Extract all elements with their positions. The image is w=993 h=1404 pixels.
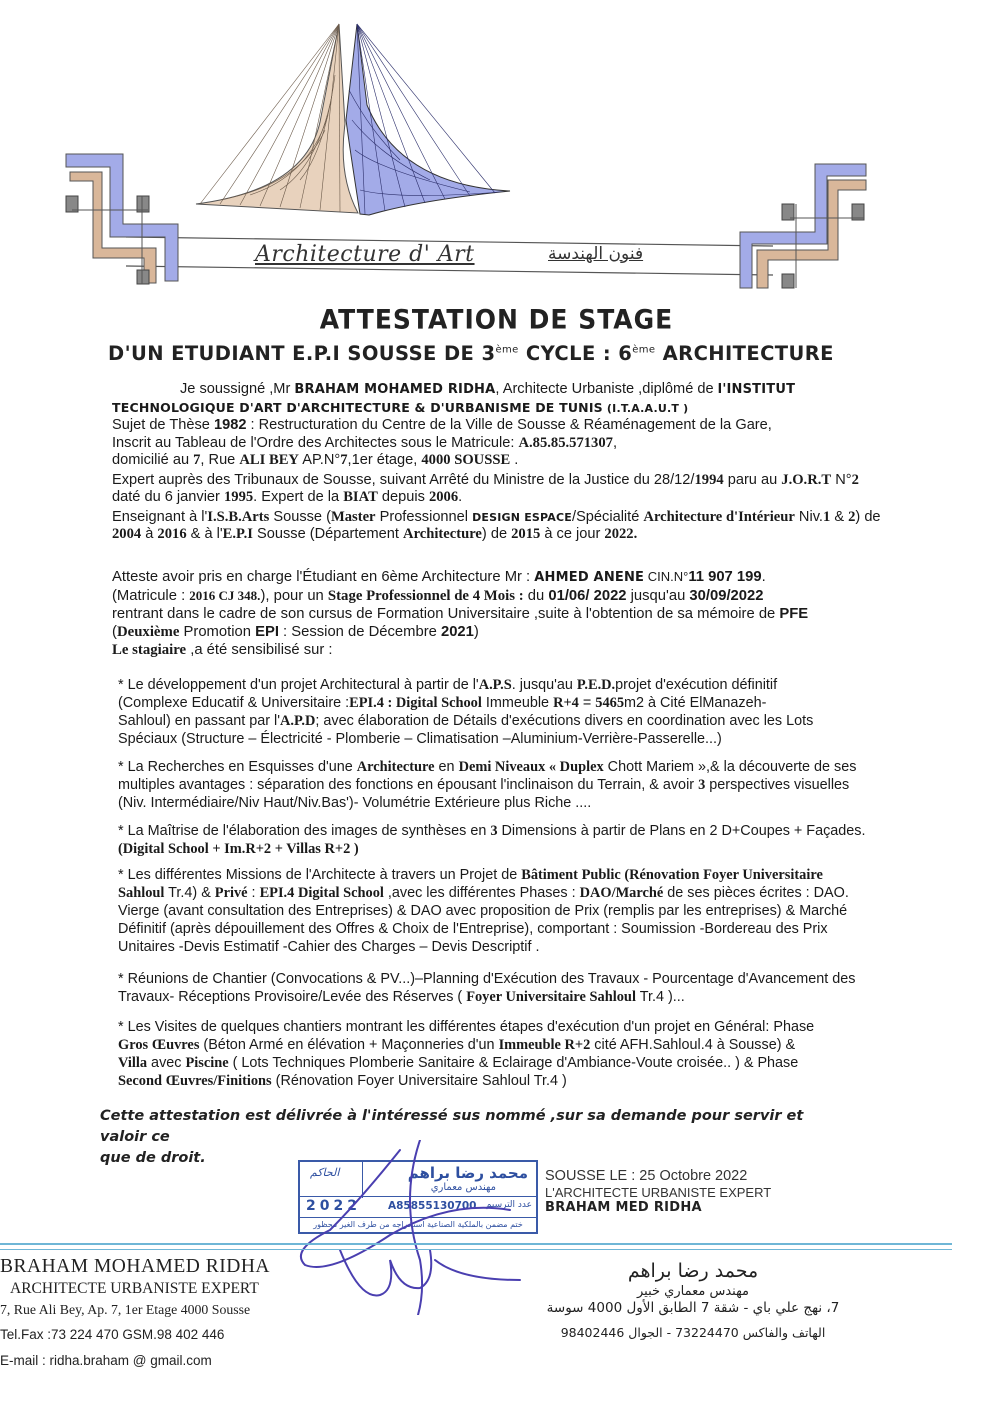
official-stamp: الحاكم محمد رضا براهم مهندس معماري 2022 A85855130700 عدد الترسيم ختم مضمن بالملكية الصناعية استخراجه من طرف الغير محظور <box>298 1160 538 1234</box>
email-text: E-mail : ridha.braham @ gmail.com <box>0 1353 212 1368</box>
student-line-3: rentrant dans le cadre de son cursus de Formation Universitaire ,suite à l'obtention de sa mémoire de PFE <box>112 606 809 622</box>
letterhead-footer-french: BRAHAM MOHAMED RIDHA ARCHITECTE URBANISTE EXPERT 7, Rue Ali Bey, Ap. 7, 1er Etage 4000 Sousse Tel.Fax :73 224 470 GSM.98 402 446 E-mail : ridha.braham @ gmail.com <box>0 1256 271 1368</box>
signature-date: SOUSSE LE : 25 Octobre 2022 <box>545 1168 748 1184</box>
intro-line-4: Inscrit au Tableau de l'Ordre des Architectes sous le Matricule: A.85.85.571307, <box>112 434 618 451</box>
intro-line-9: 2004 à 2016 & à l'E.P.I Sousse (Département Architecture) de 2015 à ce jour 2022. <box>112 526 638 542</box>
meander-left-icon <box>66 154 178 284</box>
signature-name: BRAHAM MED RIDHA <box>545 1200 702 1215</box>
spire-left-icon <box>196 24 358 213</box>
student-line-4: (Deuxième Promotion EPI : Session de Décembre 2021) <box>112 624 479 640</box>
header-rule-bottom <box>126 266 773 275</box>
skill-item-development: * Le développement d'un projet Architectural à partir de l'A.P.S. jusqu'au P.E.D.projet d'exécution définitif (Complexe Educatif & Universitaire :EPI.4 : Digital School Immeuble R+4 = 5465m2 à Cité ElManazeh- Sahloul) en passant par l'A.P.D; avec élaboration de Détails d'exécutions divers en coordination avec les Lots Spéciaux (Structure – Électricité - Plomberie – Climatisation –Aluminium-Verrière-Passerelle...) <box>118 677 814 747</box>
signature-role: L'ARCHITECTE URBANISTE EXPERT <box>545 1185 772 1200</box>
student-line-2: (Matricule : 2016 CJ 348.), pour un Stage Professionnel de 4 Mois : du 01/06/ 2022 jusqu'au 30/09/2022 <box>112 588 764 604</box>
document-title: ATTESTATION DE STAGE <box>319 304 674 335</box>
skill-item-site-meetings: * Réunions de Chantier (Convocations & PV...)–Planning d'Exécution des Travaux - Pourcentage d'Avancement des Travaux- Réceptions Provisoire/Levée des Réserves ( Foyer Universitaire Sahloul Tr.4 )... <box>118 971 856 1005</box>
signature-block <box>545 1168 771 1215</box>
student-details <box>112 568 888 659</box>
document-subtitle: D'UN ETUDIANT E.P.I SOUSSE DE 3ème CYCLE : 6ème ARCHITECTURE <box>108 342 834 365</box>
spire-right-icon <box>346 24 510 215</box>
skill-item-site-visits: * Les Visites de quelques chantiers montrant les différentes étapes d'exécution d'un projet en Général: Phase Gros Œuvres (Béton Armé en élévation + Maçonneries d'un Immeuble R+2 cité AFH.Sahloul.4 à Sousse) & Villa avec Piscine ( Lots Techniques Plomberie Sanitaire & Eclairage d'Ambiance-Voute croisée.. ) & Phase Second Œuvres/Finitions (Rénovation Foyer Universitaire Sahloul Tr.4 ) <box>118 1019 815 1089</box>
intro-line-1: Je soussigné ,Mr BRAHAM MOHAMED RIDHA, Architecte Urbaniste ,diplômé de l'INSTITUT <box>180 381 796 397</box>
architecture-dart-logo <box>0 0 993 290</box>
skill-item-research: * La Recherches en Esquisses d'une Architecture en Demi Niveaux « Duplex Chott Mariem »,& la découverte de ses multiples avantages : séparation des fonctions en épousant l'inclinaison du Terrain, & avoir 3 perspectives visuelles (Niv. Intermédiaire/Niv Haut/Niv.Bas')- Volumétrie Extérieure plus Riche .... <box>118 759 857 811</box>
intro-line-7: daté du 6 janvier 1995. Expert de la BIAT depuis 2006. <box>112 489 463 505</box>
intro-line-8: Enseignant à l'I.S.B.Arts Sousse (Master Professionnel DESIGN ESPACE/Spécialité Architecture d'Intérieur Niv.1 & 2) de <box>112 508 881 525</box>
intro-line-2: TECHNOLOGIQUE D'ART D'ARCHITECTURE & D'URBANISME DE TUNIS (I.T.A.A.U.T ) <box>112 399 689 415</box>
letterhead-footer-arabic: محمد رضا براهم مهندس معماري خبير 7، نهج علي باي - شقة 7 الطابق الأول 4000 سوسة الهاتف والفاكس 73224470 - الجوال 98402446 <box>546 1260 840 1340</box>
footer-divider-thin <box>0 1249 952 1250</box>
intro-line-6: Expert auprès des Tribunaux de Sousse, suivant Arrêté du Ministre de la Justice du 28/12/1994 paru au J.O.R.T N°2 <box>112 471 859 488</box>
footer-divider <box>0 1243 952 1245</box>
intro-line-3: Sujet de Thèse 1982 : Restructuration du Centre de la Ville de Sousse & Réaménagement de la Gare, <box>112 417 772 433</box>
meander-right-icon <box>740 164 866 288</box>
student-line-1: Atteste avoir pris en charge l'Étudiant en 6ème Architecture Mr : AHMED ANENE CIN.N°11 907 199. <box>112 569 766 585</box>
intro-line-5: domicilié au 7, Rue ALI BEY AP.N°7,1er étage, 4000 SOUSSE . <box>112 452 519 468</box>
closing-statement: Cette attestation est délivrée à l'intéressé sus nommé ,sur sa demande pour servir et valoir ce que de droit. <box>100 1108 804 1166</box>
student-line-5: Le stagiaire ,a été sensibilisé sur : <box>112 642 333 658</box>
author-credentials <box>112 381 888 544</box>
logo-tagline-arabic: فنون الهندسة <box>548 244 644 264</box>
logo-tagline: Architecture d' Art <box>255 242 475 267</box>
skill-item-missions: * Les différentes Missions de l'Architecte à travers un Projet de Bâtiment Public (Rénovation Foyer Universitaire Sahloul Tr.4) & Privé : EPI.4 Digital School ,avec les différentes Phases : DAO/Marché de ses pièces écrites : DAO. Vierge (avant consultation des Entreprises) & DAO avec proposition de Prix (remplis par les entreprises) & Marché Définitif (après dépouillement des Offres & Choix de l'Entreprise), comportant : Soumission -Bordereau des Prix Unitaires -Devis Estimatif -Cahier des Charges – Devis Descriptif . <box>118 867 849 955</box>
skill-item-3d-rendering: * La Maîtrise de l'élaboration des images de synthèses en 3 Dimensions à partir de Plans en 2 D+Coupes + Façades. (Digital School + Im.R+2 + Villas R+2 ) <box>118 823 866 857</box>
